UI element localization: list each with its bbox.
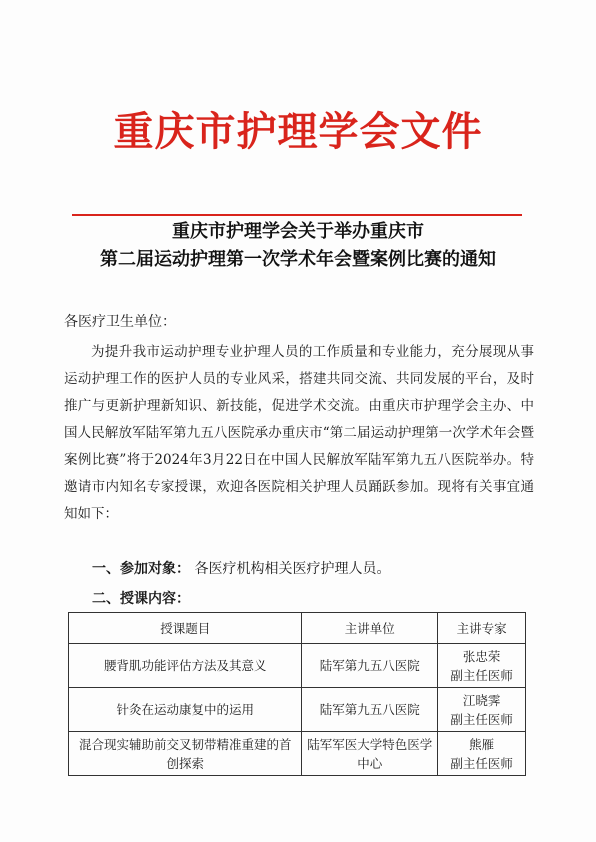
notice-title-line-2: 第二届运动护理第一次学术年会暨案例比赛的通知 — [100, 249, 496, 270]
table-row — [69, 688, 526, 732]
cell-expert — [438, 688, 526, 732]
cell-topic: 腰背肌功能评估方法及其意义 — [69, 644, 302, 688]
course-table — [68, 612, 526, 776]
section-participants-text: 各医疗机构相关医疗护理人员。 — [194, 561, 391, 577]
cell-unit: 陆军军医大学特色医学中心 — [302, 732, 438, 776]
expert-name: 熊雁 — [469, 736, 495, 752]
notice-body-paragraph: 为提升我市运动护理专业护理人员的工作质量和专业能力，充分展现从事运动护理工作的医护人员的专业风采，搭建共同交流、共同发展的平台，及时推广与更新护理新知识、新技能，促进学术交流。由重庆市护理学会主办、中国人民解放军陆军第九五八医院承办重庆市“第二届运动护理第一次学术年会暨案例比赛”将于2024年3月22日在中国人民解放军陆军第九五八医院举办。特邀请市内知名专家授课，欢迎各医院相关护理人员踊跃参加。现将有关事宜通知如下： — [64, 344, 534, 522]
section-participants — [92, 559, 390, 579]
cell-expert — [438, 732, 526, 776]
section-courses-heading: 二、授课内容： — [92, 591, 190, 607]
org-document-header: 重庆市护理学会文件 — [113, 108, 483, 155]
table-row — [69, 644, 526, 688]
column-header-topic: 授课题目 — [69, 613, 302, 644]
expert-name: 江晓霁 — [462, 692, 501, 708]
expert-title: 副主任医师 — [450, 711, 513, 727]
expert-title: 副主任医师 — [450, 667, 513, 683]
table-header-row — [69, 613, 526, 644]
column-header-expert: 主讲专家 — [438, 613, 526, 644]
cell-topic: 混合现实辅助前交叉韧带精准重建的首创探索 — [69, 732, 302, 776]
notice-title-line-1: 重庆市护理学会关于举办重庆市 — [172, 221, 424, 242]
expert-title: 副主任医师 — [450, 755, 513, 771]
salutation: 各医疗卫生单位： — [64, 314, 176, 330]
expert-name: 张忠荣 — [462, 648, 501, 664]
cell-unit: 陆军第九五八医院 — [302, 688, 438, 732]
table-row — [69, 732, 526, 776]
cell-expert — [438, 644, 526, 688]
section-participants-heading: 一、参加对象： — [92, 561, 190, 577]
column-header-unit: 主讲单位 — [302, 613, 438, 644]
section-courses — [92, 589, 190, 609]
cell-unit: 陆军第九五八医院 — [302, 644, 438, 688]
red-divider-line — [72, 214, 522, 216]
cell-topic: 针灸在运动康复中的运用 — [69, 688, 302, 732]
